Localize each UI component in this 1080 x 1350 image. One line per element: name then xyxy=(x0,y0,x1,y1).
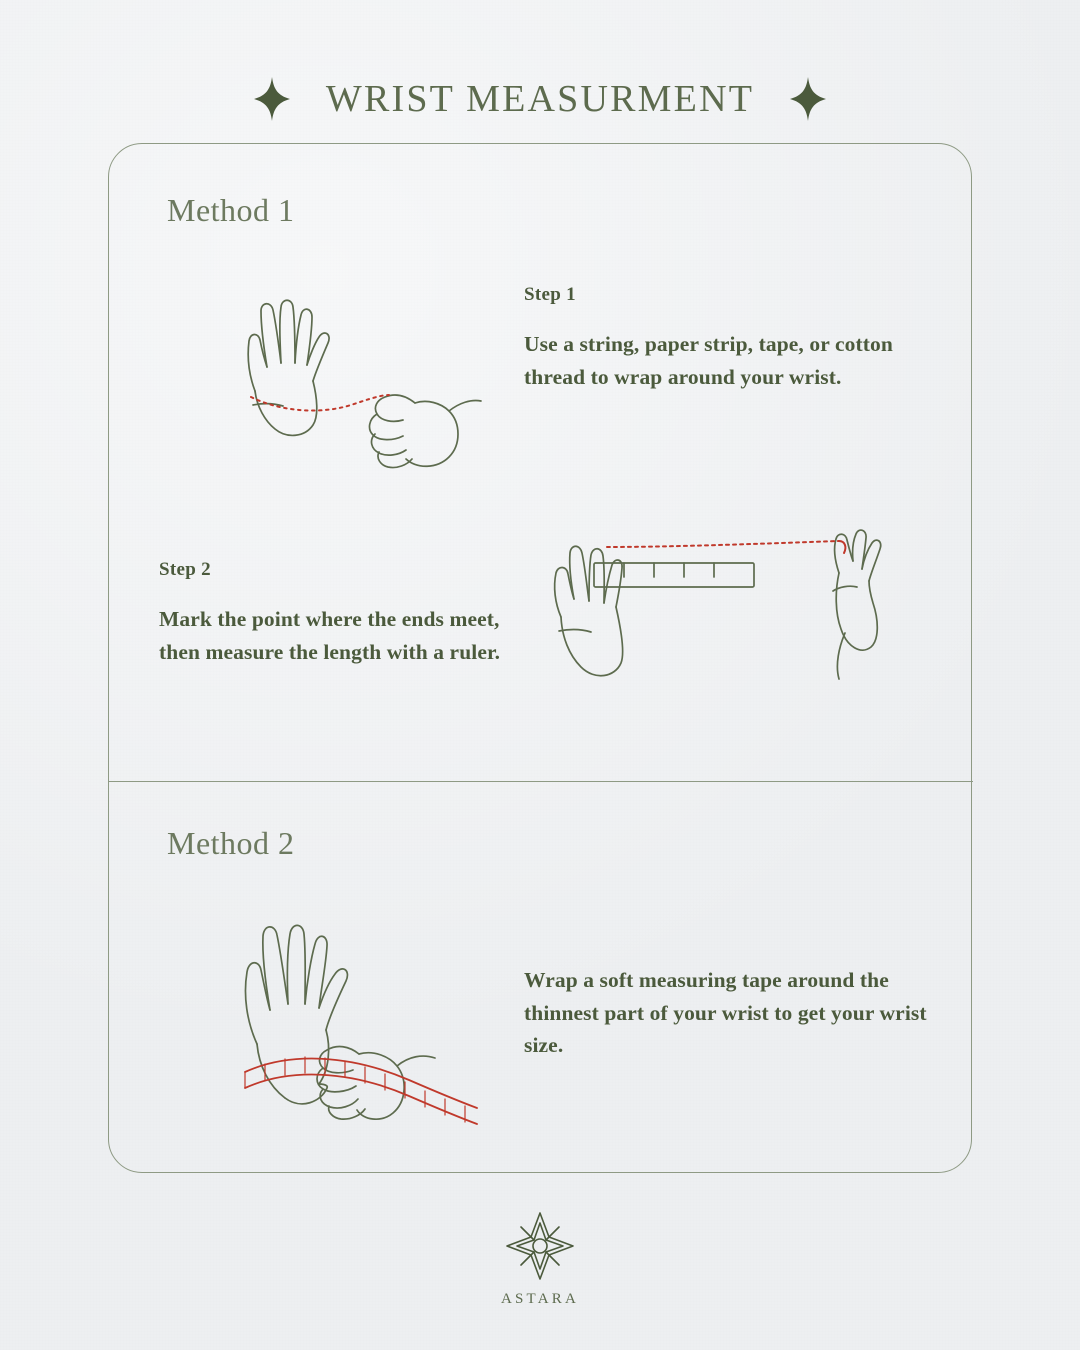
page-title: WRIST MEASURMENT xyxy=(325,78,755,121)
four-point-star-icon xyxy=(788,76,828,122)
step-1-text: Use a string, paper strip, tape, or cotton thread to wrap around your wrist. xyxy=(524,332,893,389)
method-2-heading: Method 2 xyxy=(167,825,295,861)
hand-with-string-around-wrist-icon xyxy=(209,279,539,489)
poster-footer xyxy=(0,1209,1080,1308)
step-1-label: Step 1 xyxy=(524,284,576,305)
step-1-block xyxy=(524,284,944,393)
step-2-block xyxy=(159,559,519,668)
method-2-text: Wrap a soft measuring tape around the thinnest part of your wrist to get your wrist size. xyxy=(524,968,927,1058)
brand-name: ASTARA xyxy=(500,1291,579,1307)
hands-measuring-string-with-ruler-icon xyxy=(539,529,899,729)
method-2-block xyxy=(524,964,944,1062)
poster-header xyxy=(0,52,1080,147)
step-2-label: Step 2 xyxy=(159,559,211,580)
method-1-heading: Method 1 xyxy=(167,192,295,228)
card-divider xyxy=(109,781,973,782)
compass-rose-ornament-icon xyxy=(503,1209,577,1283)
four-point-star-icon xyxy=(252,76,292,122)
hand-with-measuring-tape-icon xyxy=(209,904,549,1134)
instructions-card xyxy=(108,143,972,1173)
step-2-text: Mark the point where the ends meet, then measure the length with a ruler. xyxy=(159,607,501,664)
